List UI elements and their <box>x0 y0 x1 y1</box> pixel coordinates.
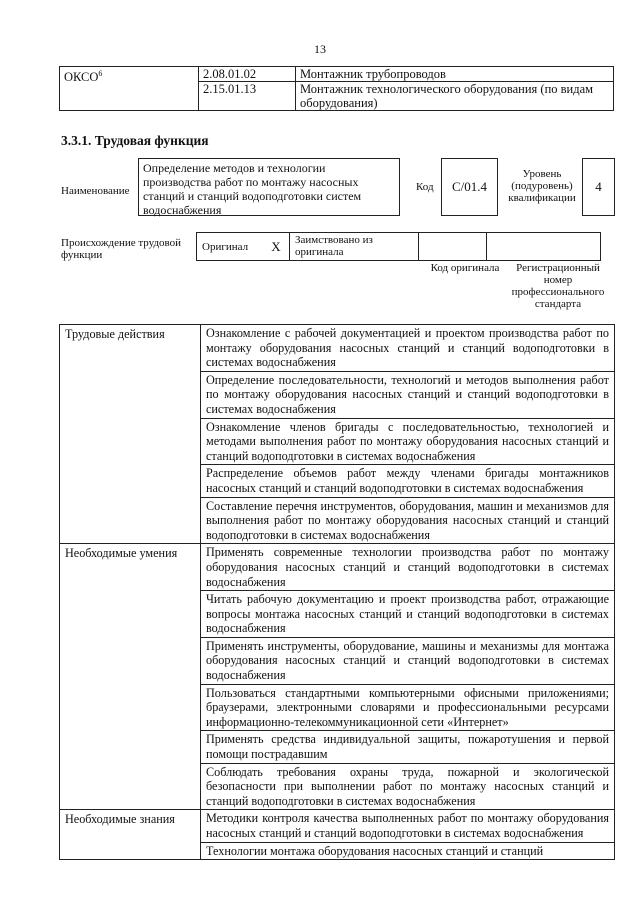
list-item: Применять средства индивидуальной защиты, пожаротушения и первой помощи пострадавшим <box>201 731 615 763</box>
reg-number-cell <box>487 233 601 261</box>
original-code-cell <box>419 233 487 261</box>
list-item: Применять инструменты, оборудование, машины и механизмы для монтажа оборудования насосных станций и станций водоподготовки в системах водоснабжения <box>201 637 615 684</box>
original-code-caption: Код оригинала <box>430 262 500 274</box>
level-label: Уровень (подуровень) квалификации <box>508 168 576 204</box>
okso-code: 2.08.01.02 <box>199 67 296 82</box>
okso-row <box>60 67 614 82</box>
okso-code: 2.15.01.13 <box>199 82 296 111</box>
function-code: С/01.4 <box>441 158 498 216</box>
name-label: Наименование <box>61 185 130 197</box>
table-row <box>60 544 615 591</box>
okso-table <box>59 66 614 111</box>
list-item: Составление перечня инструментов, оборудования, машин и механизмов для выполнения работ по монтажу оборудования насосных станций и станций водоподготовки в системах водоснабжения <box>201 497 615 544</box>
list-item: Ознакомление с рабочей документацией и проектом производства работ по монтажу оборудования насосных станций и станций водоподготовки в системах водоснабжения <box>201 325 615 372</box>
page-number: 13 <box>314 42 326 56</box>
section-heading: Необходимые знания <box>60 810 201 860</box>
list-item: Пользоваться стандартными компьютерными офисными приложениями; браузерами, электронными словарями и профессиональными ресурсами информационно-телекоммуникационной сети «Интернет» <box>201 684 615 731</box>
reg-number-caption: Регистрационный номер профессионального стандарта <box>511 262 605 310</box>
list-item: Применять современные технологии производства работ по монтажу оборудования насосных станций и станций водоподготовки в системах водоснабжения <box>201 544 615 591</box>
okso-title: Монтажник трубопроводов <box>296 67 614 82</box>
labor-function-table <box>59 324 615 860</box>
section-heading: Трудовые действия <box>60 325 201 544</box>
section-title: 3.3.1. Трудовая функция <box>61 133 209 148</box>
list-item: Определение последовательности, технологий и методов выполнения работ по монтажу оборудования насосных станций и станций водоподготовки в системах водоснабжения <box>201 371 615 418</box>
okso-footnote: 6 <box>98 69 103 78</box>
origin-table <box>196 232 601 261</box>
list-item: Распределение объемов работ между членами бригады монтажников насосных станций и станций водоподготовки в системах водоснабжения <box>201 465 615 497</box>
code-label: Код <box>416 181 434 193</box>
list-item: Читать рабочую документацию и проект производства работ, отражающие вопросы монтажа насосных станций и станций водоподготовки в системах водоснабжения <box>201 591 615 638</box>
list-item: Методики контроля качества выполненных работ по монтажу оборудования насосных станций и станций водоподготовки в системах водоснабжения <box>201 810 615 842</box>
table-row <box>60 325 615 372</box>
borrowed-label: Заимствовано из оригинала <box>290 233 419 261</box>
origin-label: Происхождение трудовой функции <box>61 237 182 261</box>
list-item: Соблюдать требования охраны труда, пожарной и экологической безопасности при выполнении работ по монтажу насосных станций и станций водоподготовки в системах водоснабжения <box>201 763 615 810</box>
list-item: Технологии монтажа оборудования насосных станций и станций <box>201 842 615 860</box>
level-value: 4 <box>582 158 615 216</box>
okso-label-cell <box>60 67 199 111</box>
table-row <box>60 810 615 842</box>
okso-label: ОКСО <box>64 70 99 85</box>
original-mark: Х <box>263 233 290 261</box>
function-name: Определение методов и технологии производства работ по монтажу насосных станций и станций водоподготовки систем водоснабжения <box>138 158 400 216</box>
okso-title: Монтажник технологического оборудования (по видам оборудования) <box>296 82 614 111</box>
list-item: Ознакомление членов бригады с последовательностью, технологией и методами выполнения работ по монтажу оборудования насосных станций и станций водоподготовки в системах водоснабжения <box>201 418 615 465</box>
original-label: Оригинал <box>197 233 264 261</box>
section-heading: Необходимые умения <box>60 544 201 810</box>
